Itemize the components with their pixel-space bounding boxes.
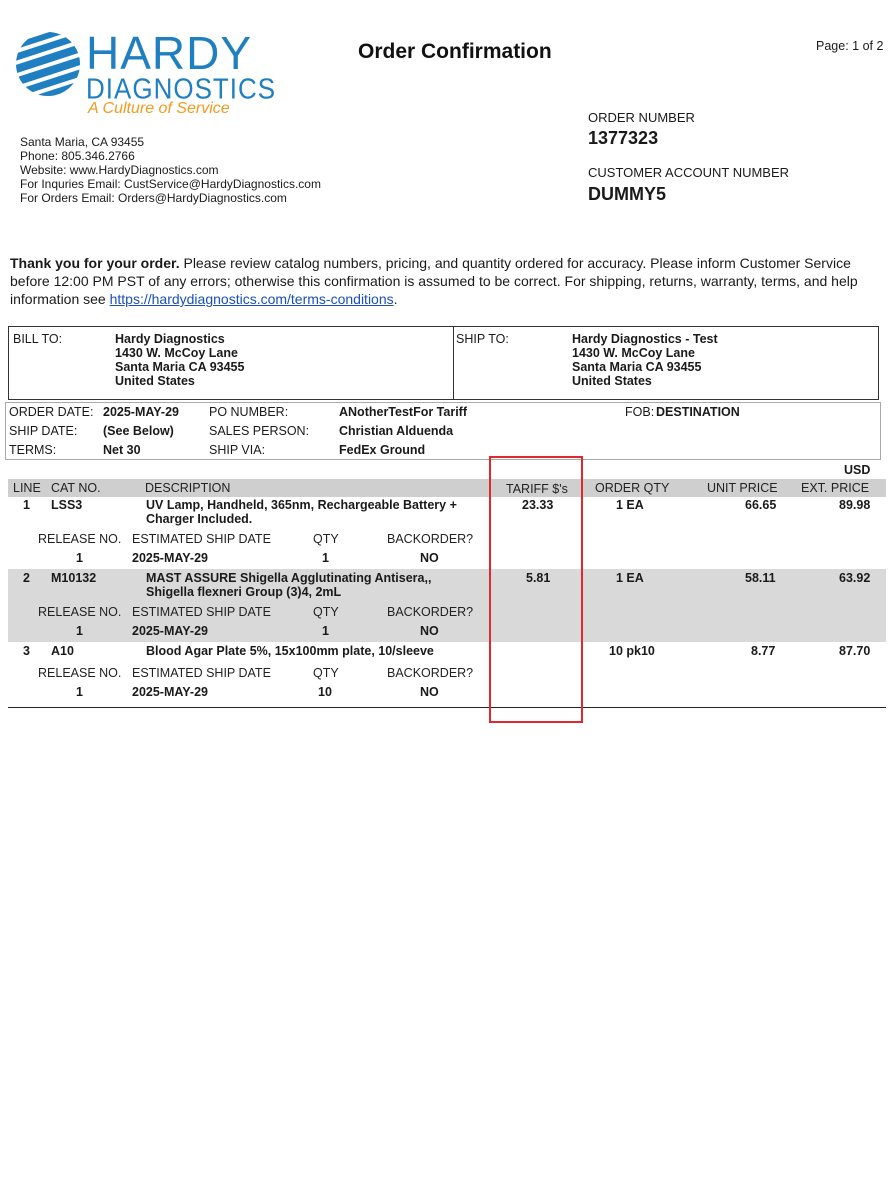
row-ship-date: 2025-MAY-29	[132, 551, 208, 565]
row-cat-no: M10132	[51, 571, 97, 585]
notice-end: .	[393, 291, 398, 307]
row-order-qty: 10 pk10	[609, 644, 655, 658]
ship-to-address	[572, 332, 718, 388]
row-order-qty: 1 EA	[616, 571, 644, 585]
row-release-qty: 10	[318, 685, 332, 699]
sub-release-label: RELEASE NO.	[38, 605, 122, 619]
ship-to-label: SHIP TO:	[456, 332, 509, 346]
row-release-no: 1	[76, 685, 83, 699]
bill-to-line: United States	[115, 374, 195, 388]
row-ship-date: 2025-MAY-29	[132, 624, 208, 638]
ship-via-label: SHIP VIA:	[209, 443, 266, 457]
col-line: LINE	[13, 481, 41, 495]
company-address	[20, 135, 321, 205]
document-title: Order Confirmation	[358, 40, 552, 63]
row-release-qty: 1	[322, 551, 329, 565]
row-ext-price: 87.70	[839, 644, 871, 658]
account-number-label: CUSTOMER ACCOUNT NUMBER	[588, 165, 790, 180]
row-backorder: NO	[420, 685, 439, 699]
col-cat-no: CAT NO.	[51, 481, 101, 495]
ship-to-line: United States	[572, 374, 652, 388]
currency: USD	[844, 463, 871, 477]
fob-label: FOB:	[625, 405, 655, 419]
ship-via: FedEx Ground	[339, 443, 426, 457]
col-order-qty: ORDER QTY	[595, 481, 670, 495]
row-backorder: NO	[420, 624, 439, 638]
row-line: 1	[23, 498, 30, 512]
po-number-label: PO NUMBER:	[209, 405, 289, 419]
order-notice	[10, 254, 880, 308]
terms-label: TERMS:	[9, 443, 57, 457]
sub-qty-label: QTY	[313, 532, 339, 546]
row-backorder: NO	[420, 551, 439, 565]
row-unit-price: 58.11	[745, 571, 776, 585]
sub-qty-label: QTY	[313, 605, 339, 619]
row-cat-no: LSS3	[51, 498, 83, 512]
col-tariff: TARIFF $'s	[506, 482, 568, 496]
row-description: Blood Agar Plate 5%, 15x100mm plate, 10/sleeve	[146, 644, 434, 658]
order-number-label: ORDER NUMBER	[588, 110, 695, 125]
address-divider	[453, 326, 454, 400]
sales-person: Christian Alduenda	[339, 424, 454, 438]
company-website: Website: www.HardyDiagnostics.com	[20, 163, 219, 177]
sales-person-label: SALES PERSON:	[209, 424, 310, 438]
row-tariff: 5.81	[526, 571, 551, 585]
sub-backorder-label: BACKORDER?	[387, 605, 474, 619]
terms: Net 30	[103, 443, 141, 457]
row-ext-price: 63.92	[839, 571, 871, 585]
sub-ship-date-label: ESTIMATED SHIP DATE	[132, 605, 271, 619]
logo-tagline: A Culture of Service	[88, 100, 230, 117]
row-ship-date: 2025-MAY-29	[132, 685, 208, 699]
row-line: 3	[23, 644, 30, 658]
sub-qty-label: QTY	[313, 666, 339, 680]
company-inquiries-email: For Inquries Email: CustService@HardyDiagnostics.com	[20, 177, 321, 191]
col-ext-price: EXT. PRICE	[801, 481, 870, 495]
bill-to-line: Santa Maria CA 93455	[115, 360, 245, 374]
order-date: 2025-MAY-29	[103, 405, 179, 419]
sub-release-label: RELEASE NO.	[38, 666, 122, 680]
account-number: DUMMY5	[588, 184, 667, 204]
notice-text: Please review catalog numbers, pricing, and quantity ordered for accuracy. Please inform Customer Service before 12:00 PM PST of any errors; otherwise this confirmation is assumed to be correct. For shipping, returns, warranty, terms, and help information see	[10, 255, 858, 307]
globe-logo-icon	[14, 30, 86, 102]
row-line: 2	[23, 571, 30, 585]
tariff-highlight-box	[489, 456, 583, 723]
terms-link[interactable]: https://hardydiagnostics.com/terms-conditions	[109, 291, 394, 307]
ship-date-label: SHIP DATE:	[9, 424, 78, 438]
sub-ship-date-label: ESTIMATED SHIP DATE	[132, 532, 271, 546]
sub-release-label: RELEASE NO.	[38, 532, 122, 546]
row-description: UV Lamp, Handheld, 365nm, Rechargeable Battery +	[146, 498, 457, 512]
row-description-cont: Charger Included.	[146, 512, 253, 526]
row-order-qty: 1 EA	[616, 498, 644, 512]
row-ext-price: 89.98	[839, 498, 871, 512]
logo-name-line2: DIAGNOSTICS	[86, 72, 277, 105]
col-description: DESCRIPTION	[145, 481, 231, 495]
bill-to-label: BILL TO:	[13, 332, 63, 346]
ship-to-line: 1430 W. McCoy Lane	[572, 346, 695, 360]
company-phone: Phone: 805.346.2766	[20, 149, 135, 163]
row-tariff: 23.33	[522, 498, 554, 512]
row-unit-price: 8.77	[751, 644, 776, 658]
po-number: ANotherTestFor Tariff	[339, 405, 468, 419]
company-orders-email: For Orders Email: Orders@HardyDiagnostics.com	[20, 191, 287, 205]
page-number: Page: 1 of 2	[816, 39, 884, 53]
ship-to-line: Santa Maria CA 93455	[572, 360, 702, 374]
order-date-label: ORDER DATE:	[9, 405, 94, 419]
bill-to-address	[115, 332, 244, 388]
row-description: MAST ASSURE Shigella Agglutinating Antisera,,	[146, 571, 432, 585]
row-release-no: 1	[76, 624, 83, 638]
row-cat-no: A10	[51, 644, 74, 658]
col-unit-price: UNIT PRICE	[707, 481, 778, 495]
row-release-no: 1	[76, 551, 83, 565]
row-description-cont: Shigella flexneri Group (3)4, 2mL	[146, 585, 342, 599]
logo-name-line1: HARDY	[86, 27, 253, 79]
order-number: 1377323	[588, 128, 659, 148]
sub-backorder-label: BACKORDER?	[387, 666, 474, 680]
bill-to-line: 1430 W. McCoy Lane	[115, 346, 238, 360]
ship-to-line: Hardy Diagnostics - Test	[572, 332, 718, 346]
row-release-qty: 1	[322, 624, 329, 638]
company-logo	[14, 27, 277, 124]
company-city: Santa Maria, CA 93455	[20, 135, 145, 149]
notice-bold: Thank you for your order.	[10, 255, 180, 271]
fob: DESTINATION	[656, 405, 740, 419]
sub-backorder-label: BACKORDER?	[387, 532, 474, 546]
table-bottom-rule	[8, 707, 886, 708]
ship-date: (See Below)	[103, 424, 174, 438]
row-unit-price: 66.65	[745, 498, 777, 512]
bill-to-line: Hardy Diagnostics	[115, 332, 225, 346]
sub-ship-date-label: ESTIMATED SHIP DATE	[132, 666, 271, 680]
